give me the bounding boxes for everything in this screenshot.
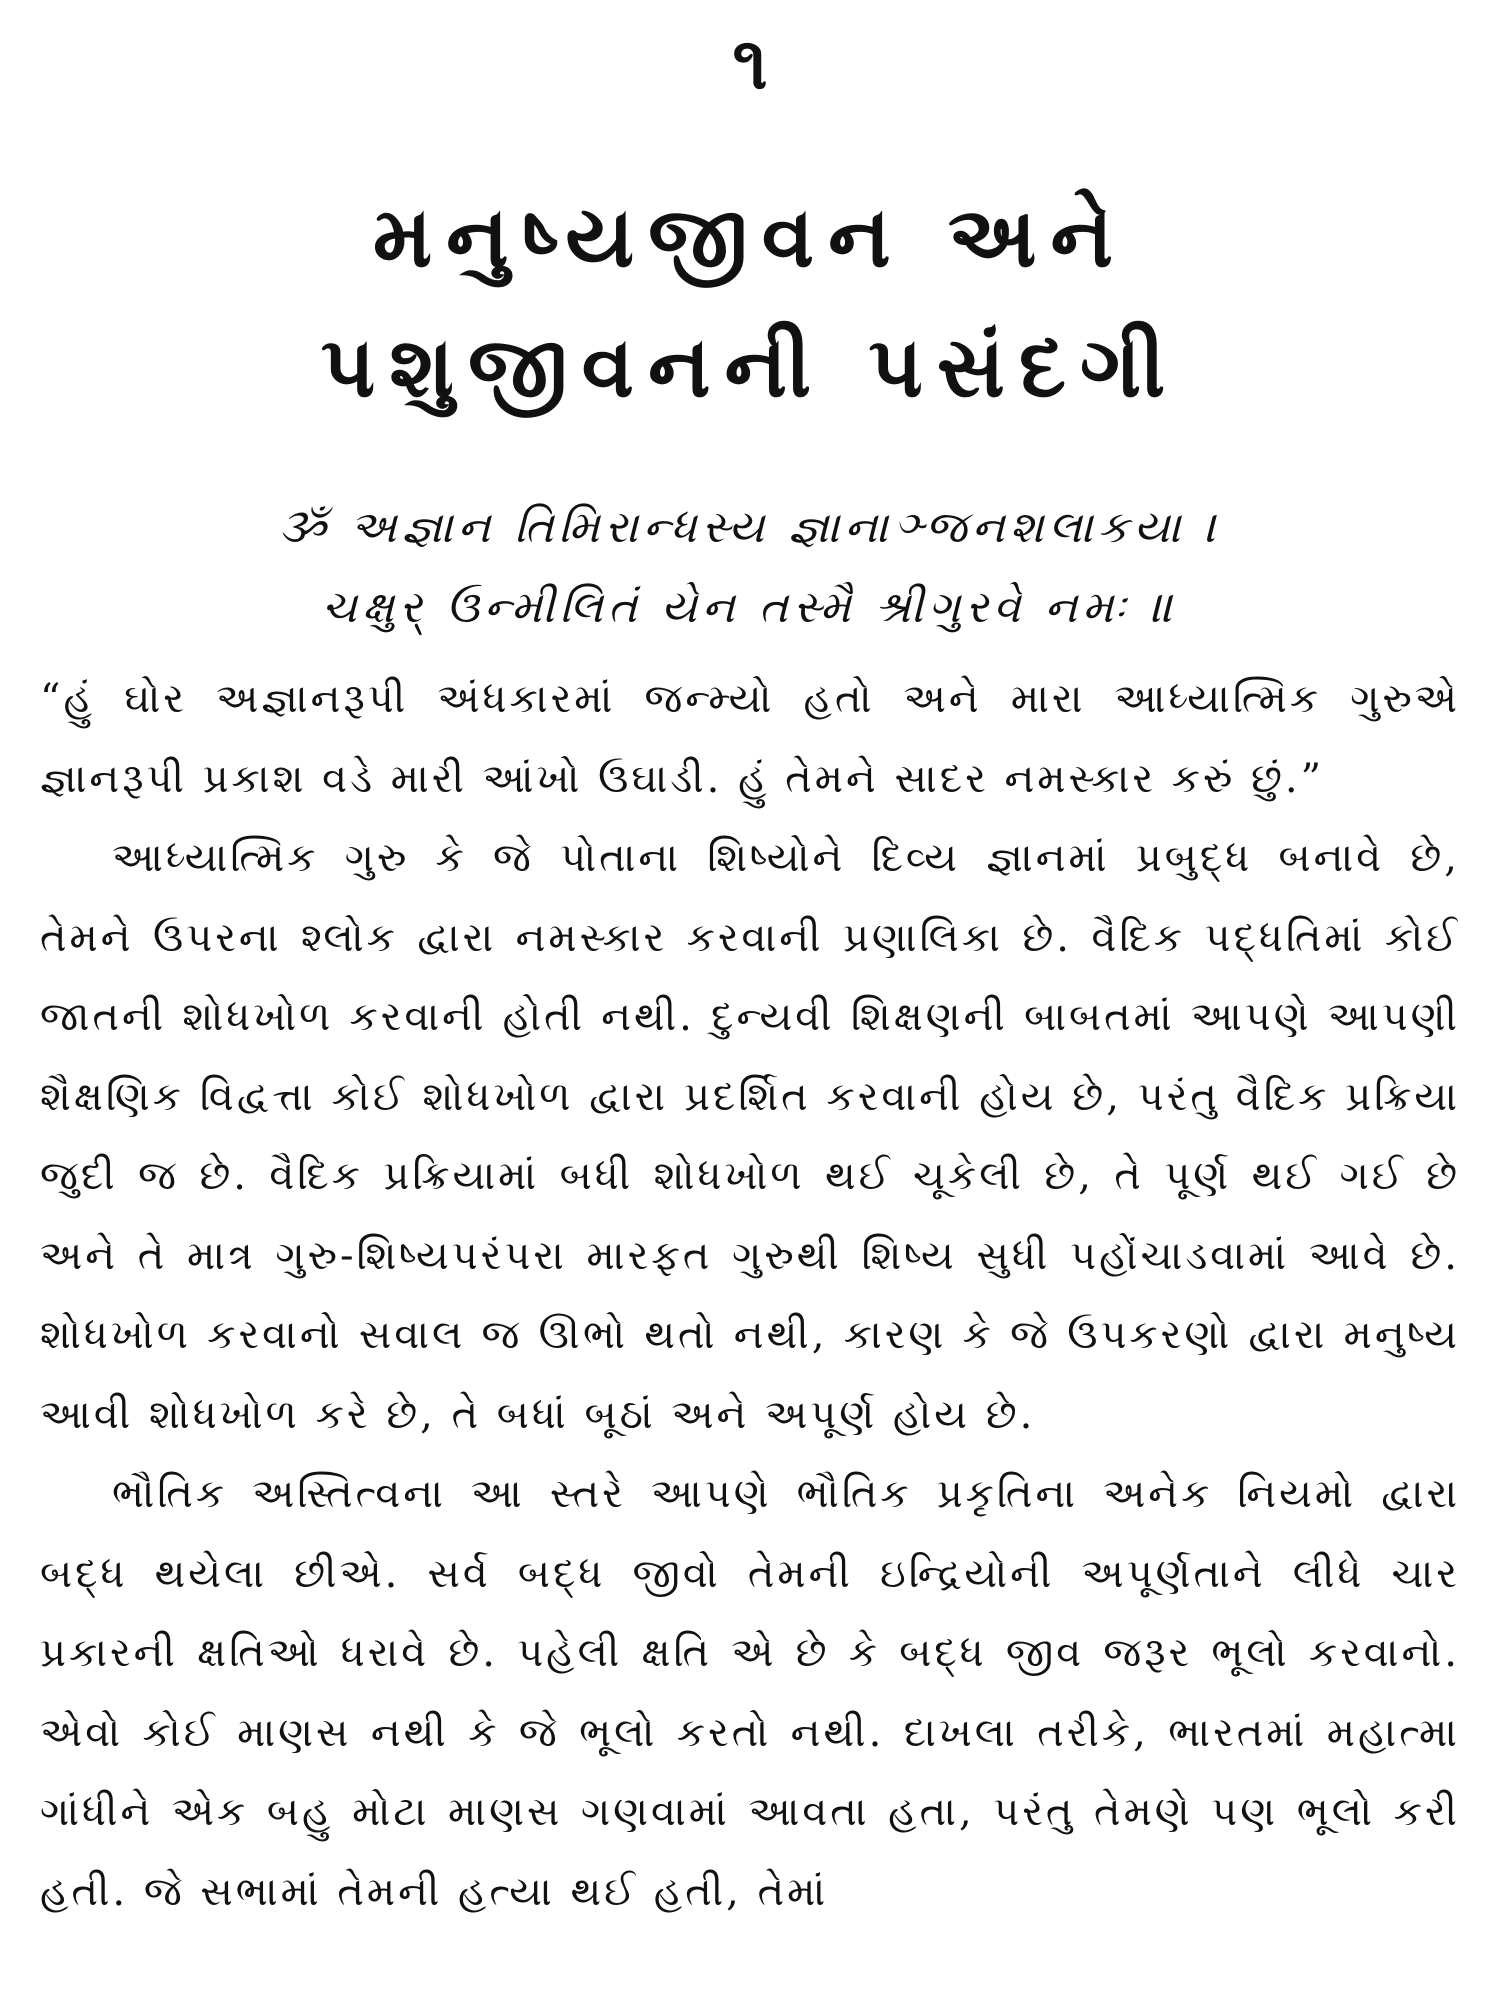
verse-line-2: ચક્ષુર્ ઉન્મીલિતં યેન તસ્મૈ શ્રીગુરવે નમઃ ॥ bbox=[321, 582, 1179, 633]
verse-line-1: ૐ અજ્ઞાન તિમિરાન્ધસ્ય જ્ઞાનાઞ્જનશલાકયા । bbox=[278, 502, 1222, 553]
paragraph: ભૌતિક અસ્તિત્વના આ સ્તરે આપણે ભૌતિક પ્રકૃતિના અનેક નિયમો દ્વારા બદ્ધ થયેલા છીએ. સર્વ બદ્ધ જીવો તેમની ઇન્દ્રિયોની અપૂર્ણતાને લીધે ચાર પ્રકારની ક્ષતિઓ ધરાવે છે. પહેલી ક્ષતિ એ છે કે બદ્ધ જીવ જરૂર ભૂલો કરવાનો. એવો કોઈ માણસ નથી કે જે ભૂલો કરતો નથી. દાખલા તરીકે, ભારતમાં મહાત્મા ગાંધીને એક બહુ મોટા માણસ ગણવામાં આવતા હતા, પરંતુ તેમણે પણ ભૂલો કરી હતી. જે સભામાં તેમની હત્યા થઈ હતી, તેમાં bbox=[40, 1471, 1460, 1915]
paragraph-translation: “હું ઘોર અજ્ઞાનરૂપી અંધકારમાં જન્મ્યો હતો અને મારા આધ્યાત્મિક ગુરુએ જ્ઞાનરૂપી પ્રકાશ વડે મારી આંખો ઉઘાડી. હું તેમને સાદર નમસ્કાર કરું છું.” bbox=[40, 676, 1460, 802]
invocation-verse bbox=[0, 488, 1500, 648]
paragraph: આધ્યાત્મિક ગુરુ કે જે પોતાના શિષ્યોને દિવ્ય જ્ઞાનમાં પ્રબુદ્ધ બનાવે છે, તેમને ઉપરના શ્લોક દ્વારા નમસ્કાર કરવાની પ્રણાલિકા છે. વૈદિક પદ્ધતિમાં કોઈ જાતની શોધખોળ કરવાની હોતી નથી. દુન્યવી શિક્ષણની બાબતમાં આપણે આપણી શૈક્ષણિક વિદ્વત્તા કોઈ શોધખોળ દ્વારા પ્રદર્શિત કરવાની હોય છે, પરંતુ વૈદિક પ્રક્રિયા જુદી જ છે. વૈદિક પ્રક્રિયામાં બધી શોધખોળ થઈ ચૂકેલી છે, તે પૂર્ણ થઈ ગઈ છે અને તે માત્ર ગુરુ-શિષ્યપરંપરા મારફત ગુરુથી શિષ્ય સુધી પહોંચાડવામાં આવે છે. શોધખોળ કરવાનો સવાલ જ ઊભો થતો નથી, કારણ કે જે ઉપકરણો દ્વારા મનુષ્ય આવી શોધખોળ કરે છે, તે બધાં બૂઠાં અને અપૂર્ણ હોય છે. bbox=[40, 835, 1460, 1438]
body-text bbox=[40, 660, 1460, 1932]
chapter-title-line-2: પશુજીવનની પસંદગી bbox=[320, 317, 1180, 416]
chapter-title bbox=[0, 172, 1500, 432]
chapter-number: ૧ bbox=[732, 20, 768, 105]
chapter-title-line-1: મનુષ્યજીવન અને bbox=[372, 187, 1128, 286]
